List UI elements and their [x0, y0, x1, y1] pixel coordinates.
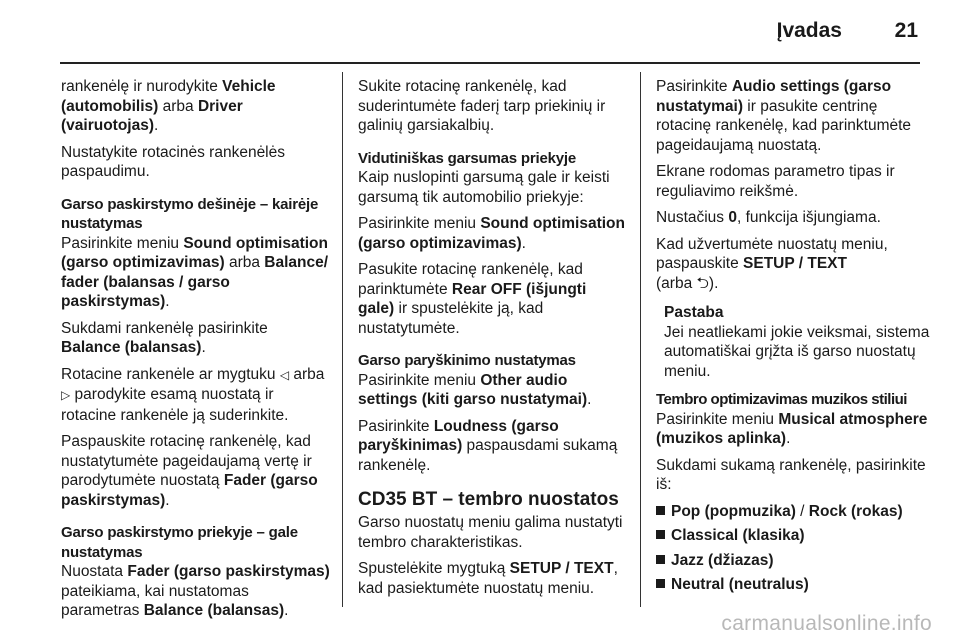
- paragraph: Kaip nuslopinti garsumą gale ir keisti garsumą tik automobilio priekyje:: [358, 169, 610, 206]
- section-heading: Garso paskirstymo priekyje – gale nustatymas: [61, 524, 298, 561]
- note-text: Jei neatliekami jokie veiksmai, sistema automatiškai grįžta iš garso nuostatų meniu.: [664, 323, 930, 380]
- section-heading: Vidutiniškas garsumas priekyje: [358, 149, 576, 167]
- section-heading: Tembro optimizavimas muzikos stiliui: [656, 391, 907, 408]
- paragraph: Rotacine rankenėle ar mygtuku ◁ arba ▷ parodykite esamą nuostatą ir rotacine rankenėle ją suderinkite.: [61, 365, 325, 424]
- paragraph: Paspauskite rotacinę rankenėlę, kad nustatytumėte pageidaujamą vertę ir parodytumėte nuostatą Fader (garso paskirstymas).: [61, 433, 318, 509]
- note-box: [664, 303, 932, 381]
- column-divider-1: [342, 72, 343, 607]
- bullet-icon: [656, 506, 665, 515]
- column-2: [358, 77, 626, 605]
- bullet-icon: [656, 530, 665, 539]
- paragraph: Sukite rotacinę rankenėlę, kad suderintumėte faderį tarp priekinių ir galinių garsiakalbių.: [358, 78, 606, 134]
- paragraph: Nuostata Fader (garso paskirstymas) pateikiama, kai nustatomas parametras Balance (balansas).: [61, 563, 330, 619]
- paragraph: Nustačius 0, funkcija išjungiama.: [656, 209, 881, 226]
- paragraph: Ekrane rodomas parametro tipas ir reguliavimo reikšmė.: [656, 163, 895, 200]
- back-icon: ⮌: [696, 274, 709, 292]
- paragraph: Sukdami rankenėlę pasirinkite Balance (balansas).: [61, 319, 268, 356]
- paragraph: Pasirinkite meniu Other audio settings (kiti garso nustatymai).: [358, 371, 592, 408]
- option-list: [656, 502, 932, 595]
- paragraph: rankenėlę ir nurodykite Vehicle (automobilis) arba Driver (vairuotojas).: [61, 78, 276, 134]
- page-title: Įvadas: [776, 19, 842, 42]
- column-3: [656, 77, 932, 600]
- list-item: Neutral (neutralus): [656, 575, 932, 595]
- page-header: [0, 0, 960, 62]
- section-heading: Garso paryškinimo nustatymas: [358, 352, 576, 369]
- paragraph: Sukdami sukamą rankenėlę, pasirinkite iš:: [656, 456, 926, 493]
- list-item: Jazz (džiazas): [656, 551, 932, 571]
- paragraph: Spustelėkite mygtuką SETUP / TEXT, kad pasiektumėte nuostatų meniu.: [358, 560, 618, 597]
- paragraph: Garso nuostatų meniu galima nustatyti tembro charakteristikas.: [358, 514, 623, 551]
- paragraph: Pasirinkite meniu Sound optimisation (garso optimizavimas) arba Balance/ fader (balansas / garso paskirstymas).: [61, 234, 329, 310]
- watermark: carmanualsonline.info: [721, 612, 932, 635]
- list-item: Classical (klasika): [656, 526, 932, 546]
- bullet-icon: [656, 579, 665, 588]
- paragraph: Pasirinkite Loudness (garso paryškinimas) paspausdami sukamą rankenėlę.: [358, 417, 618, 474]
- note-title: Pastaba: [664, 304, 724, 321]
- list-item: Pop (popmuzika) / Rock (rokas): [656, 502, 932, 522]
- header-divider: [60, 62, 920, 64]
- column-1: [61, 77, 331, 628]
- bullet-icon: [656, 555, 665, 564]
- page-number: 21: [894, 19, 918, 42]
- left-arrow-icon: ◁: [279, 367, 290, 382]
- paragraph: Pasukite rotacinę rankenėlę, kad parinktumėte Rear OFF (išjungti gale) ir spustelėkite ją, kad nustatytumėte.: [358, 261, 587, 337]
- paragraph: Pasirinkite meniu Sound optimisation (garso optimizavimas).: [358, 215, 625, 252]
- right-arrow-icon: ▷: [61, 388, 71, 402]
- paragraph: Pasirinkite Audio settings (garso nustatymai) ir pasukite centrinę rotacinę rankenėlę, kad parinktumėte pageidaujamą nuostatą.: [656, 78, 912, 154]
- paragraph: Pasirinkite meniu Musical atmosphere (muzikos aplinka).: [656, 410, 928, 447]
- paragraph: Kad užvertumėte nuostatų meniu, paspauskite SETUP / TEXT (arba ⮌).: [656, 235, 888, 292]
- paragraph: Nustatykite rotacinės rankenėlės paspaudimu.: [61, 143, 286, 180]
- chapter-heading: CD35 BT – tembro nuostatos: [358, 489, 619, 510]
- column-divider-2: [640, 72, 641, 607]
- section-heading: Garso paskirstymo dešinėje – kairėje nustatymas: [61, 195, 319, 232]
